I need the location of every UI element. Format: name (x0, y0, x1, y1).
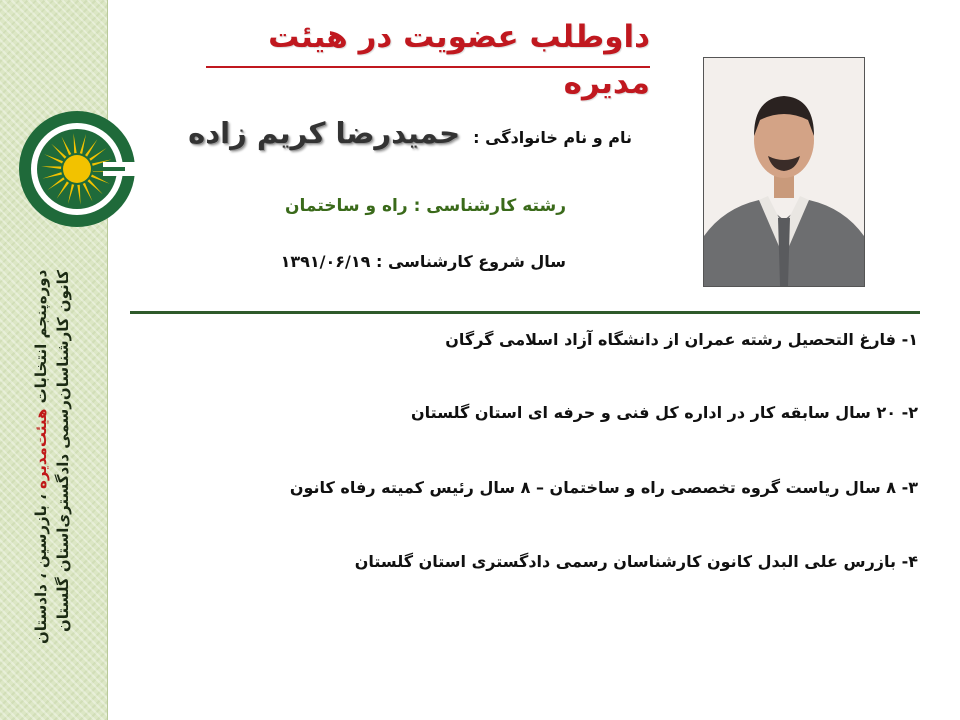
field-of-expertise: رشته کارشناسی : راه و ساختمان (285, 196, 566, 216)
candidate-name: حمیدرضا کریم زاده (188, 116, 461, 150)
sidebar-caption-highlight: هیئت‌مدیره (32, 408, 50, 490)
sidebar-caption-line2: کانون کارشناسان‌رسمی دادگستری‌استان گلستان (54, 270, 72, 633)
section-divider (130, 311, 920, 314)
sidebar-caption-text: دوره‌پنجم انتخابات (32, 270, 50, 409)
sidebar-caption-line1 (30, 270, 52, 650)
candidate-portrait-icon (704, 58, 864, 286)
candidate-photo (703, 57, 865, 287)
name-label: نام و نام خانوادگی : (473, 128, 632, 147)
list-item: ۴- بازرس علی البدل کانون کارشناسان رسمی دادگستری استان گلستان (354, 552, 918, 571)
sidebar-vertical-caption (30, 270, 74, 650)
page-title: داوطلب عضویت در هیئت مدیره (268, 19, 650, 101)
sidebar-caption-text: ، بازرسین ، دادستان (32, 489, 50, 645)
start-date: سال شروع کارشناسی : ۱۳۹۱/۰۶/۱۹ (280, 252, 566, 271)
organization-logo-icon (18, 110, 136, 228)
title-bar (206, 14, 650, 101)
list-item: ۱- فارغ التحصیل رشته عمران از دانشگاه آزاد اسلامی گرگان (445, 330, 918, 349)
candidate-name-row (188, 116, 632, 150)
list-item: ۳- ۸ سال ریاست گروه تخصصی راه و ساختمان – ۸ سال رئیس کمیته رفاه کانون (289, 478, 918, 497)
list-item: ۲- ۲۰ سال سابقه کار در اداره کل فنی و حرفه ای استان گلستان (411, 403, 918, 422)
